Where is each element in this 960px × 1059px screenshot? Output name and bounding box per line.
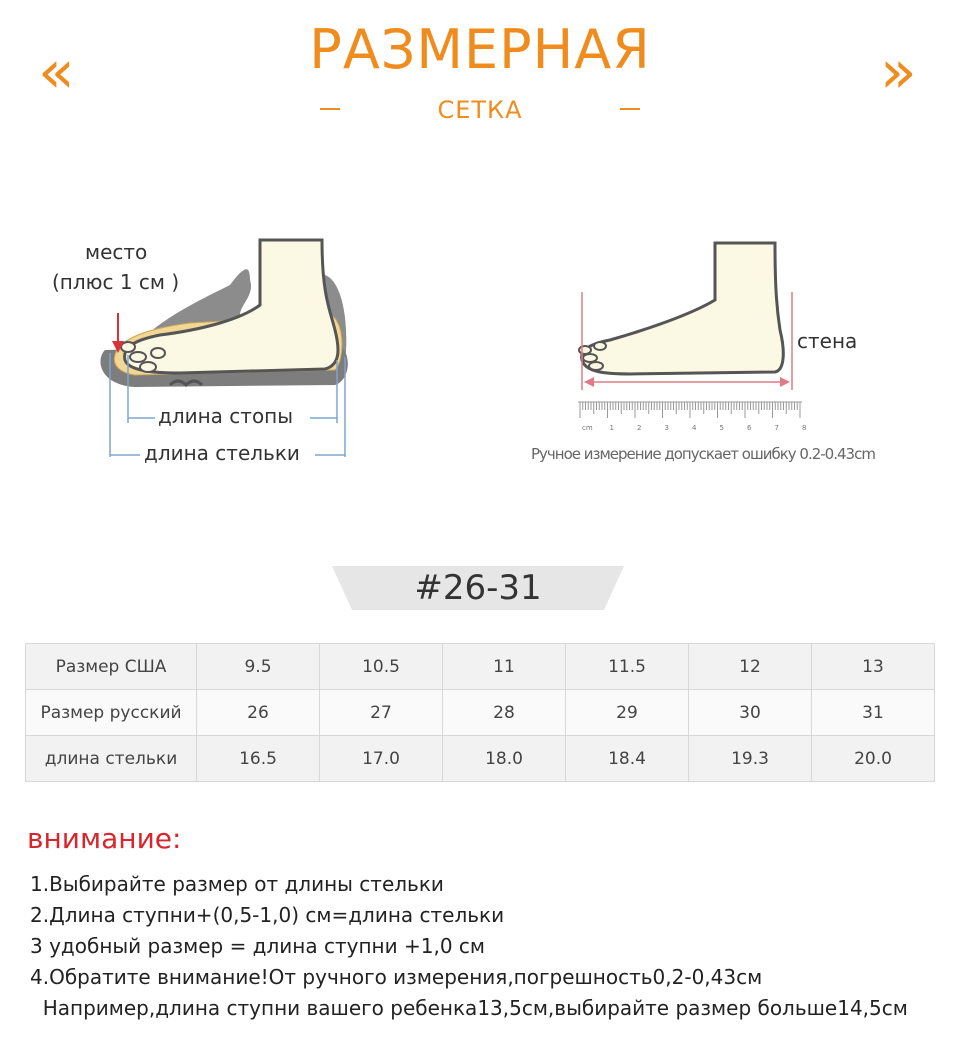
row-header: Размер США (26, 644, 197, 690)
space-label: место (85, 240, 148, 264)
wall-label: стена (797, 329, 858, 353)
table-row (26, 736, 935, 782)
bare-foot-shape (582, 243, 784, 374)
ruler-label: cm (582, 424, 593, 432)
insole-length-label: длина стельки (144, 441, 300, 465)
table-cell: 12 (689, 644, 812, 690)
ruler-label: 4 (692, 424, 697, 432)
table-cell: 13 (812, 644, 935, 690)
prev-arrow-icon[interactable]: « (38, 37, 75, 107)
size-table (25, 643, 935, 782)
foot-length-label: длина стопы (158, 404, 294, 428)
space-label-plus: (плюс 1 см ) (52, 270, 180, 294)
note-item-2: 2.Длина ступни+(0,5-1,0) см=длина стельки (30, 903, 505, 927)
note-item-5: Например,длина ступни вашего ребенка13,5см,выбирайте размер больше14,5см (30, 996, 908, 1020)
table-cell: 31 (812, 690, 935, 736)
page-subtitle: СЕТКА (437, 96, 523, 124)
subtitle-dash-right (620, 108, 640, 110)
ruler-label: 3 (664, 424, 669, 432)
table-cell: 16.5 (197, 736, 320, 782)
ruler (578, 402, 806, 432)
size-range-label: #26-31 (414, 568, 542, 608)
ruler-label: 6 (747, 424, 752, 432)
note-item-1: 1.Выбирайте размер от длины стельки (30, 872, 444, 896)
table-cell: 30 (689, 690, 812, 736)
table-row (26, 644, 935, 690)
ruler-label: 8 (802, 424, 807, 432)
table-cell: 29 (566, 690, 689, 736)
table-cell: 20.0 (812, 736, 935, 782)
page-title: РАЗМЕРНАЯ (309, 18, 651, 81)
measurement-note: Ручное измерение допускает ошибку 0.2-0.43cm (531, 445, 875, 463)
ruler-label: 1 (609, 424, 614, 432)
table-row (26, 690, 935, 736)
note-item-3: 3 удобный размер = длина ступни +1,0 см (30, 934, 485, 958)
table-cell: 18.4 (566, 736, 689, 782)
note-item-4: 4.Обратите внимание!От ручного измерения,погрешность0,2-0,43см (30, 965, 763, 989)
table-cell: 18.0 (443, 736, 566, 782)
table-cell: 17.0 (320, 736, 443, 782)
row-header: Размер русский (26, 690, 197, 736)
table-cell: 10.5 (320, 644, 443, 690)
attention-heading: внимание: (27, 822, 182, 855)
table-cell: 11 (443, 644, 566, 690)
table-cell: 27 (320, 690, 443, 736)
foot-measure-illustration (570, 240, 820, 440)
table-cell: 28 (443, 690, 566, 736)
next-arrow-icon[interactable]: » (880, 37, 917, 107)
ruler-label: 2 (637, 424, 642, 432)
table-cell: 19.3 (689, 736, 812, 782)
table-cell: 26 (197, 690, 320, 736)
table-cell: 11.5 (566, 644, 689, 690)
row-header: длина стельки (26, 736, 197, 782)
table-cell: 9.5 (197, 644, 320, 690)
ruler-label: 7 (774, 424, 779, 432)
ruler-label: 5 (719, 424, 724, 432)
